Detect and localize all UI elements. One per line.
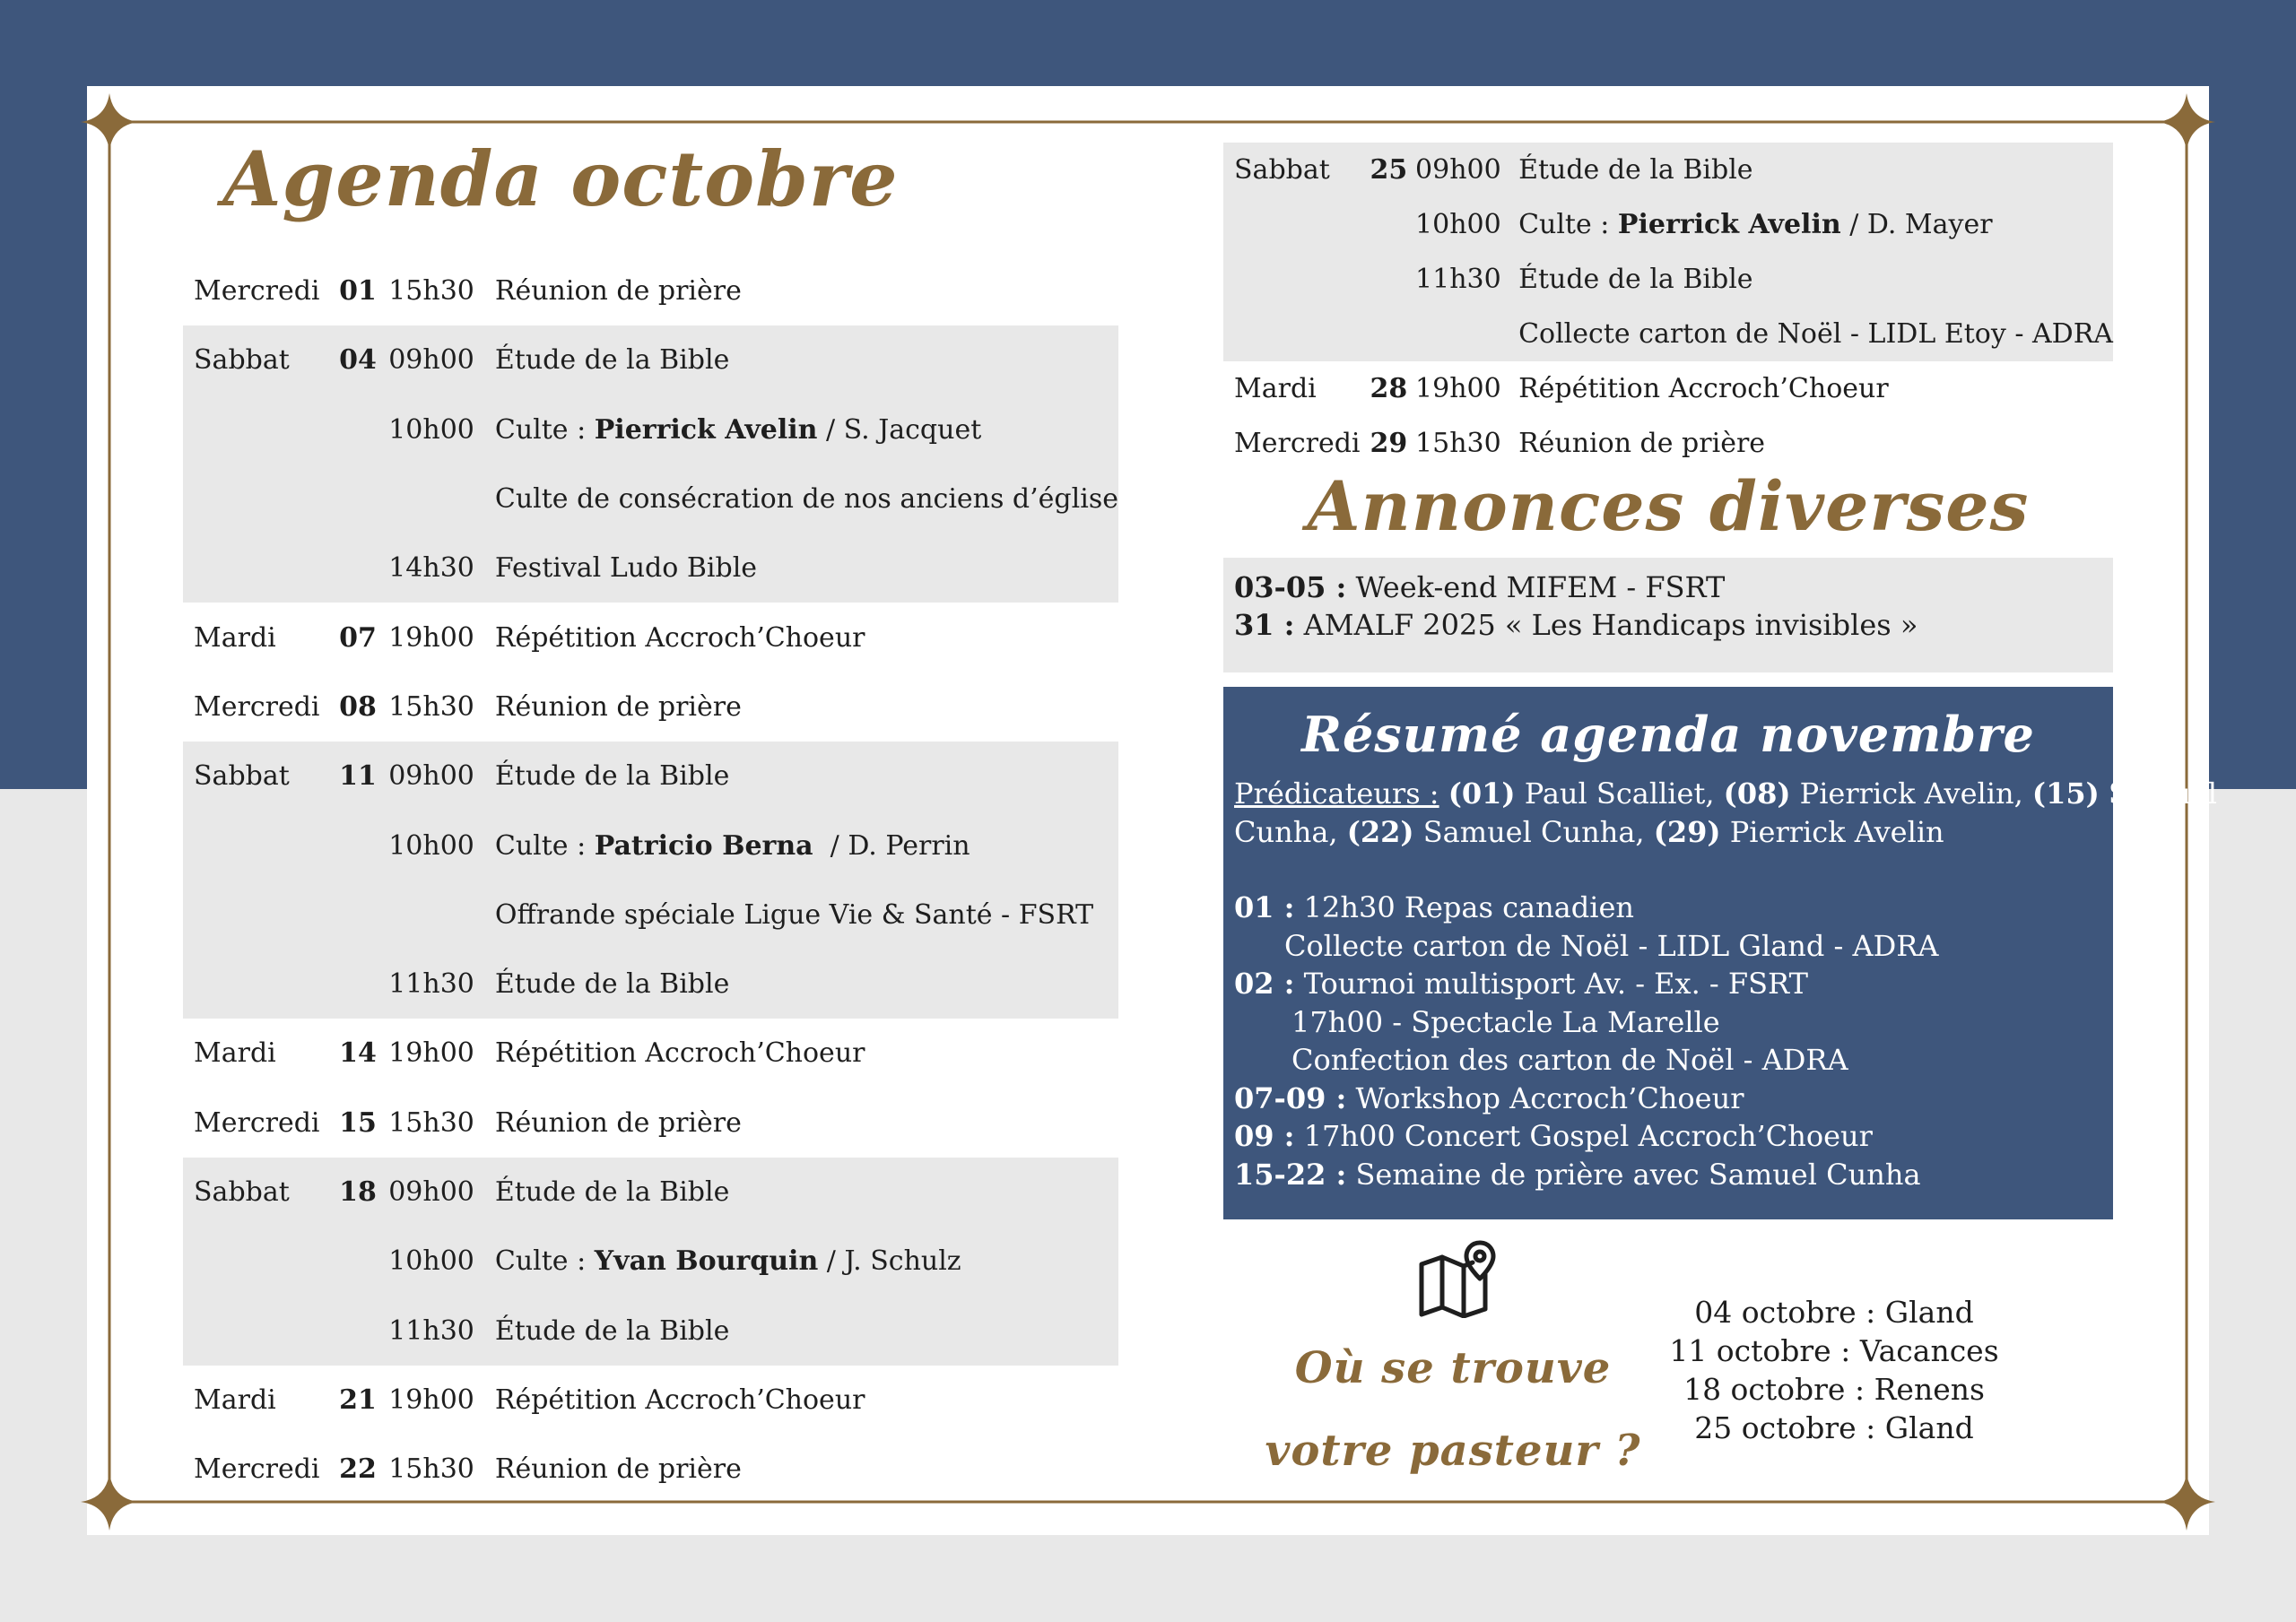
agenda-date: 08	[339, 690, 377, 723]
agenda-row	[183, 742, 1118, 811]
event-text: Culte :	[1518, 209, 1618, 240]
agenda-date: 18	[337, 1158, 378, 1227]
novembre-date: 01 :	[1234, 890, 1295, 924]
pasteur-location-item: 18 octobre : Renens	[1683, 1372, 1985, 1407]
agenda-time	[378, 880, 484, 950]
agenda-event	[484, 533, 1118, 603]
novembre-text: Tournoi multisport Av. - Ex. - FSRT	[1294, 967, 1808, 1001]
agenda-day	[183, 811, 337, 880]
agenda-date	[1369, 307, 1409, 361]
agenda-row	[183, 1019, 1118, 1088]
agenda-event	[484, 1158, 1118, 1227]
agenda-event	[484, 1366, 1118, 1435]
agenda-row	[183, 603, 1118, 672]
agenda-event	[484, 880, 1118, 950]
agenda-day: Mardi	[194, 621, 276, 654]
agenda-day: Mercredi	[194, 275, 320, 308]
agenda-event	[484, 1296, 1118, 1365]
agenda-event	[484, 1227, 1118, 1296]
pred-num: (22)	[1346, 814, 1414, 849]
agenda-row	[1223, 361, 2113, 416]
annonce-date: 03-05 :	[1234, 570, 1347, 604]
agenda-row	[183, 533, 1118, 603]
agenda-time: 15h30	[388, 1106, 474, 1139]
agenda-day: Mardi	[194, 1037, 276, 1070]
agenda-date: 21	[339, 1383, 377, 1416]
event-text: Étude de la Bible	[494, 1176, 730, 1208]
novembre-date: 07-09 :	[1234, 1080, 1347, 1115]
agenda-event	[1508, 143, 2113, 197]
novembre-text: 12h30 Repas canadien	[1294, 890, 1635, 924]
preacher-name: Pierrick Avelin	[1617, 209, 1841, 240]
agenda-title: Agenda octobre	[222, 134, 899, 223]
novembre-text: 17h00 Concert Gospel Accroch’Choeur	[1294, 1119, 1873, 1153]
agenda-time: 09h00	[1409, 143, 1508, 197]
resume-novembre-box	[1223, 687, 2218, 1219]
agenda-date	[337, 880, 378, 950]
agenda-day	[183, 1227, 337, 1296]
agenda-time: 15h30	[388, 1453, 474, 1486]
novembre-item	[1234, 1156, 2102, 1194]
annonce-item	[1234, 568, 2102, 606]
agenda-date	[1369, 252, 1409, 307]
novembre-text: Confection des carton de Noël - ADRA	[1292, 1043, 1848, 1077]
agenda-row	[183, 672, 1118, 742]
agenda-date	[337, 1227, 378, 1296]
event-text: Culte de consécration de nos anciens d’église	[494, 483, 1118, 516]
agenda-date	[337, 395, 378, 464]
novembre-date: 15-22 :	[1234, 1157, 1347, 1192]
agenda-october-table	[183, 256, 1118, 1504]
annonces-box	[1223, 558, 2113, 672]
agenda-time: 10h00	[378, 1227, 484, 1296]
pasteur-locations	[1641, 1293, 2027, 1447]
event-text: Réunion de prière	[494, 690, 742, 723]
agenda-day	[183, 395, 337, 464]
novembre-item	[1234, 965, 2102, 1003]
event-text: Étude de la Bible	[1518, 154, 1753, 186]
agenda-date	[337, 950, 378, 1019]
agenda-day: Sabbat	[1223, 143, 1369, 197]
agenda-day: Mercredi	[194, 1106, 320, 1139]
event-text: Étude de la Bible	[494, 760, 730, 793]
agenda-event	[1508, 197, 2113, 252]
predicateurs-label: Prédicateurs :	[1234, 776, 1439, 811]
annonce-item	[1234, 606, 2102, 644]
agenda-day	[1223, 197, 1369, 252]
pasteur-title: Où se trouve votre pasteur ?	[1265, 1343, 1641, 1476]
annonce-date: 31 :	[1234, 608, 1295, 642]
agenda-row	[183, 880, 1118, 950]
agenda-date: 01	[339, 275, 377, 308]
agenda-row	[183, 811, 1118, 880]
agenda-time: 19h00	[388, 1383, 474, 1416]
annonces-title: Annonces diverses	[1307, 466, 2030, 546]
map-pin-icon	[1417, 1237, 1498, 1318]
event-text: Étude de la Bible	[494, 968, 730, 1001]
novembre-item	[1234, 1117, 2102, 1156]
agenda-time: 15h30	[388, 275, 474, 308]
agenda-event	[484, 1435, 1118, 1504]
novembre-text: Semaine de prière avec Samuel Cunha	[1346, 1157, 1921, 1192]
agenda-event	[484, 1019, 1118, 1088]
event-text: Étude de la Bible	[494, 344, 730, 377]
pred-name: Pierrick Avelin,	[1790, 776, 2032, 811]
agenda-date	[337, 464, 378, 533]
event-text: Étude de la Bible	[1518, 264, 1753, 295]
agenda-day: Sabbat	[183, 1158, 337, 1227]
event-text: Festival Ludo Bible	[494, 552, 758, 585]
event-text-suffix: / S. Jacquet	[817, 413, 982, 446]
agenda-event	[484, 603, 1118, 672]
agenda-time: 14h30	[378, 533, 484, 603]
agenda-day	[1223, 307, 1369, 361]
predicateurs-line-2	[1234, 813, 2102, 852]
agenda-time: 11h30	[378, 1296, 484, 1365]
preacher-name: Pierrick Avelin	[594, 413, 818, 446]
agenda-date: 28	[1370, 373, 1408, 404]
agenda-row	[1223, 143, 2113, 197]
annonce-text: AMALF 2025 « Les Handicaps invisibles »	[1294, 608, 1918, 642]
agenda-event	[484, 325, 1118, 395]
agenda-time: 10h00	[378, 811, 484, 880]
novembre-text: Workshop Accroch’Choeur	[1346, 1080, 1744, 1115]
agenda-event	[484, 1089, 1118, 1158]
pred-name: Samuel	[2099, 776, 2218, 811]
event-text: Culte :	[494, 829, 595, 862]
event-text-suffix: / D. Perrin	[813, 829, 970, 862]
agenda-time: 11h30	[378, 950, 484, 1019]
agenda-time: 09h00	[378, 1158, 484, 1227]
agenda-time: 19h00	[1415, 373, 1501, 404]
pred-num: (01)	[1448, 776, 1516, 811]
agenda-row	[183, 950, 1118, 1019]
agenda-date	[337, 811, 378, 880]
agenda-date: 11	[337, 742, 378, 811]
agenda-event	[484, 742, 1118, 811]
agenda-day	[183, 533, 337, 603]
event-text-suffix: / J. Schulz	[818, 1245, 961, 1278]
pred-name: Cunha,	[1234, 814, 1347, 849]
novembre-date: 09 :	[1234, 1119, 1295, 1153]
agenda-event	[1508, 307, 2113, 361]
agenda-event	[1508, 416, 2113, 471]
novembre-item	[1234, 1003, 2102, 1042]
pred-num: (15)	[2031, 776, 2100, 811]
agenda-event	[1508, 361, 2113, 416]
agenda-day	[183, 464, 337, 533]
agenda-day: Mercredi	[194, 1453, 320, 1486]
event-text: Répétition Accroch’Choeur	[494, 1037, 865, 1070]
predicateurs-line	[1234, 775, 2218, 813]
novembre-item	[1234, 1080, 2102, 1118]
agenda-october-continued-table	[1223, 143, 2113, 471]
annonce-text: Week-end MIFEM - FSRT	[1346, 570, 1726, 604]
event-text: Réunion de prière	[1518, 428, 1766, 459]
agenda-event	[484, 256, 1118, 325]
pred-num: (08)	[1723, 776, 1791, 811]
novembre-item	[1234, 1041, 2102, 1080]
agenda-row	[183, 464, 1118, 533]
agenda-day	[183, 950, 337, 1019]
pasteur-location-item: 04 octobre : Gland	[1694, 1295, 1974, 1330]
agenda-day: Sabbat	[183, 325, 337, 395]
agenda-time: 15h30	[388, 690, 474, 723]
pred-name: Samuel Cunha,	[1413, 814, 1654, 849]
agenda-day	[183, 1296, 337, 1365]
agenda-time: 10h00	[1409, 197, 1508, 252]
agenda-day: Mercredi	[194, 690, 320, 723]
agenda-time: 19h00	[388, 1037, 474, 1070]
agenda-row	[183, 256, 1118, 325]
pred-name: Paul Scalliet,	[1515, 776, 1724, 811]
agenda-time: 10h00	[378, 395, 484, 464]
pasteur-location-item: 25 octobre : Gland	[1694, 1410, 1974, 1445]
novembre-item	[1234, 927, 2102, 966]
event-text: Offrande spéciale Ligue Vie & Santé - FSRT	[494, 898, 1094, 931]
event-text: Collecte carton de Noël - LIDL Etoy - ADRA	[1518, 318, 2113, 350]
agenda-event	[484, 395, 1118, 464]
event-text: Réunion de prière	[494, 1453, 742, 1486]
agenda-row	[1223, 307, 2113, 361]
agenda-row	[183, 325, 1118, 395]
pred-name: Pierrick Avelin	[1720, 814, 1944, 849]
agenda-time: 19h00	[388, 621, 474, 654]
pasteur-location-item: 11 octobre : Vacances	[1669, 1333, 1999, 1368]
agenda-event	[484, 464, 1118, 533]
event-text: Répétition Accroch’Choeur	[494, 621, 865, 654]
agenda-time	[1409, 307, 1508, 361]
agenda-day	[1223, 252, 1369, 307]
pred-num: (29)	[1653, 814, 1721, 849]
agenda-row	[183, 1089, 1118, 1158]
agenda-row	[183, 1296, 1118, 1365]
agenda-date: 25	[1369, 143, 1409, 197]
agenda-date: 04	[337, 325, 378, 395]
novembre-item	[1234, 889, 2102, 927]
agenda-day	[183, 880, 337, 950]
agenda-event	[484, 950, 1118, 1019]
agenda-date: 29	[1370, 428, 1408, 459]
agenda-date: 22	[339, 1453, 377, 1486]
agenda-day: Mardi	[194, 1383, 276, 1416]
event-text: Culte :	[494, 1245, 595, 1278]
preacher-name: Yvan Bourquin	[594, 1245, 819, 1278]
event-text: Répétition Accroch’Choeur	[1518, 373, 1889, 404]
agenda-date: 07	[339, 621, 377, 654]
agenda-date	[337, 533, 378, 603]
event-text: Étude de la Bible	[494, 1314, 730, 1347]
agenda-time: 15h30	[1415, 428, 1501, 459]
agenda-time: 09h00	[378, 325, 484, 395]
agenda-event	[484, 672, 1118, 742]
agenda-date	[1369, 197, 1409, 252]
resume-title: Résumé agenda novembre	[1301, 706, 2035, 763]
agenda-time: 09h00	[378, 742, 484, 811]
preacher-name: Patricio Berna	[594, 829, 813, 862]
agenda-row	[1223, 416, 2113, 471]
agenda-time: 11h30	[1409, 252, 1508, 307]
event-text: Culte :	[494, 413, 595, 446]
agenda-row	[183, 1366, 1118, 1435]
agenda-date: 14	[339, 1037, 377, 1070]
event-text: Réunion de prière	[494, 1106, 742, 1139]
agenda-time	[378, 464, 484, 533]
agenda-row	[183, 1435, 1118, 1504]
agenda-day: Sabbat	[183, 742, 337, 811]
agenda-event	[1508, 252, 2113, 307]
novembre-text: Collecte carton de Noël - LIDL Gland - ADRA	[1284, 928, 1939, 963]
agenda-day: Mercredi	[1234, 428, 1361, 459]
agenda-day: Mardi	[1234, 373, 1317, 404]
event-text-suffix: / D. Mayer	[1840, 209, 1993, 240]
agenda-date: 15	[339, 1106, 377, 1139]
novembre-text: 17h00 - Spectacle La Marelle	[1292, 1004, 1720, 1039]
agenda-event	[484, 811, 1118, 880]
event-text: Répétition Accroch’Choeur	[494, 1383, 865, 1416]
event-text: Réunion de prière	[494, 275, 742, 308]
agenda-row	[1223, 252, 2113, 307]
agenda-row	[183, 1227, 1118, 1296]
agenda-row	[183, 395, 1118, 464]
agenda-date	[337, 1296, 378, 1365]
agenda-row	[183, 1158, 1118, 1227]
agenda-row	[1223, 197, 2113, 252]
novembre-date: 02 :	[1234, 967, 1295, 1001]
